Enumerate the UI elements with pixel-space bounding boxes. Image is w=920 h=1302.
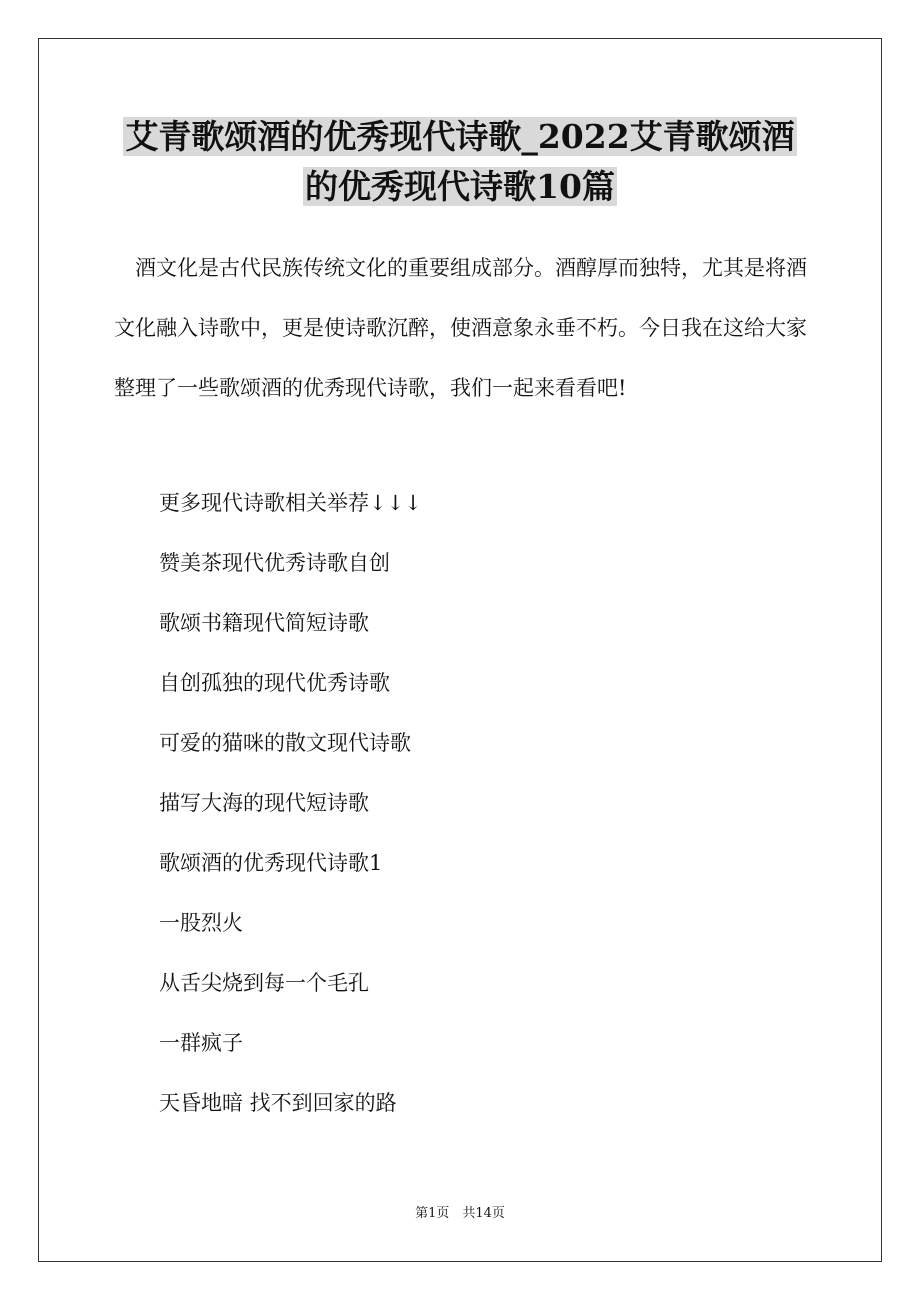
poem-line: 从舌尖烧到每一个毛孔 — [159, 971, 369, 995]
page-number: 第1页 共14页 — [415, 1206, 505, 1221]
poem-line: 一股烈火 — [159, 911, 243, 935]
poem-line: 天昏地暗 找不到回家的路 — [159, 1091, 397, 1115]
recommend-link-sea[interactable]: 描写大海的现代短诗歌 — [159, 791, 369, 815]
recommend-heading: 更多现代诗歌相关举荐↓↓↓ — [159, 491, 422, 515]
poem-line: 一群疯子 — [159, 1031, 243, 1055]
recommend-link-books[interactable]: 歌颂书籍现代简短诗歌 — [159, 611, 369, 635]
document-title-line-1: 艾青歌颂酒的优秀现代诗歌_2022艾青歌颂酒 — [125, 117, 795, 156]
document-title-line-2: 的优秀现代诗歌10篇 — [305, 167, 615, 206]
document-title — [60, 112, 860, 212]
recommend-link-tea[interactable]: 赞美茶现代优秀诗歌自创 — [159, 551, 390, 575]
recommend-link-cat[interactable]: 可爱的猫咪的散文现代诗歌 — [159, 731, 411, 755]
intro-paragraph: 酒文化是古代民族传统文化的重要组成部分。酒醇厚而独特，尤其是将酒文化融入诗歌中，更是使诗歌沉醉，使酒意象永垂不朽。今日我在这给大家整理了一些歌颂酒的优秀现代诗歌，我们一起来看看吧! — [114, 256, 807, 400]
poem-heading: 歌颂酒的优秀现代诗歌1 — [159, 851, 383, 875]
poem-lines — [159, 483, 422, 1143]
recommend-link-loneliness[interactable]: 自创孤独的现代优秀诗歌 — [159, 671, 390, 695]
